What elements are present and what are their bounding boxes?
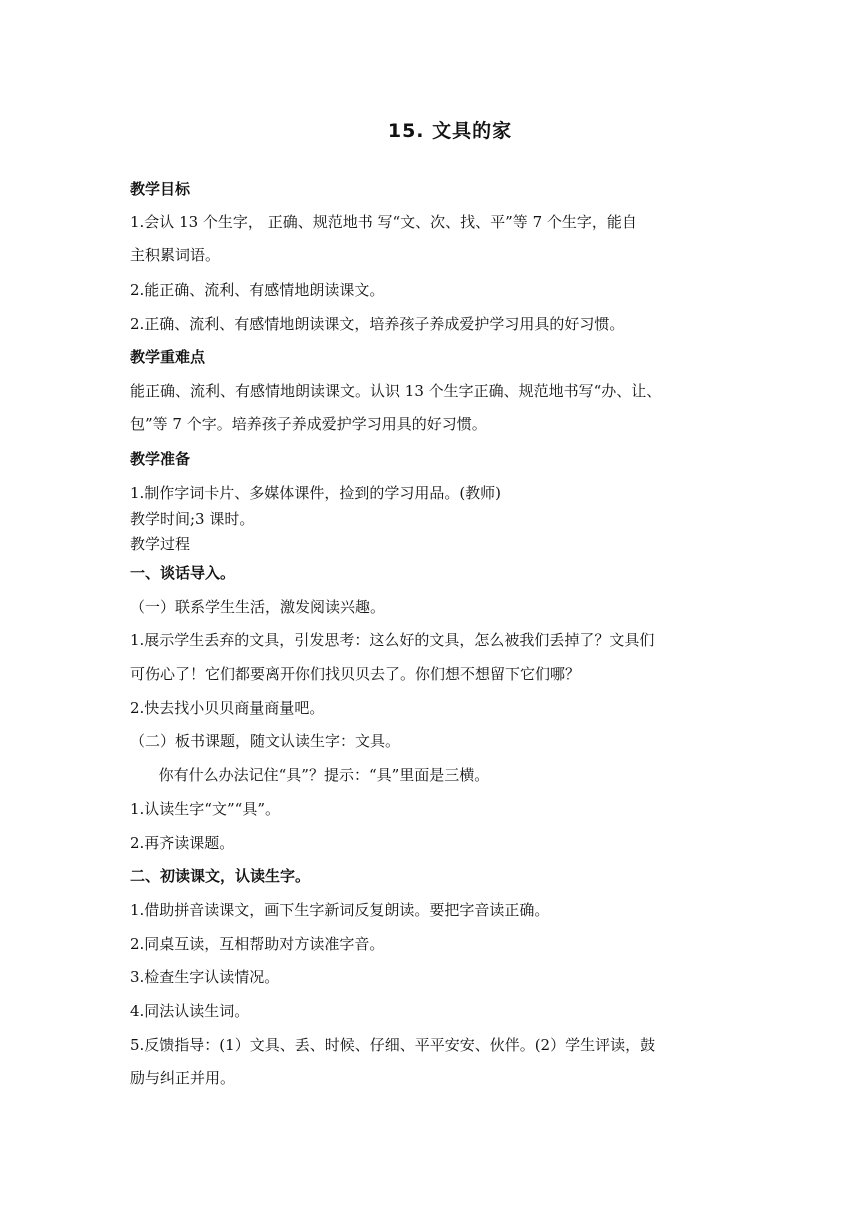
paragraph-line: 可伤心了！它们都要离开你们找贝贝去了。你们想不想留下它们哪？	[130, 665, 581, 683]
paragraph-line: 1.认读生字“文”“具”。	[130, 800, 280, 818]
section-heading-process: 教学过程	[130, 535, 191, 553]
paragraph-line: 教学时间;3 课时。	[130, 510, 255, 528]
paragraph-line: 你有什么办法记住“具”？提示：“具”里面是三横。	[130, 766, 490, 784]
paragraph-line: 1.借助拼音读课文，画下生字新词反复朗读。要把字音读正确。	[130, 901, 550, 919]
section-heading-first-reading: 二、初读课文，认读生字。	[130, 867, 311, 885]
paragraph-line: 主积累词语。	[130, 246, 221, 264]
paragraph-line: 2.正确、流利、有感情地朗读课文，培养孩子养成爱护学习用具的好习惯。	[130, 315, 625, 333]
paragraph-line: 2.能正确、流利、有感情地朗读课文。	[130, 281, 385, 299]
paragraph-line: 2.再齐读课题。	[130, 834, 235, 852]
paragraph-line: 1.展示学生丢弃的文具，引发思考：这么好的文具，怎么被我们丢掉了？文具们	[130, 631, 655, 649]
paragraph-line: 1.制作字词卡片、多媒体课件，捡到的学习用品。(教师)	[130, 484, 502, 502]
paragraph-line: 3.检查生字认读情况。	[130, 968, 280, 986]
paragraph-line: 1.会认 13 个生字， 正确、规范地书 写“文、次、找、平”等 7 个生字，能自	[130, 213, 637, 231]
document-title: 15. 文具的家	[387, 120, 513, 142]
paragraph-line: 5.反馈指导：(1）文具、丢、时候、仔细、平平安安、伙伴。(2）学生评读，鼓	[130, 1036, 656, 1054]
paragraph-line: 能正确、流利、有感情地朗读课文。认识 13 个生字正确、规范地书写“办、让、	[130, 382, 662, 400]
section-heading-intro: 一、谈话导入。	[130, 564, 236, 582]
section-heading-key-points: 教学重难点	[130, 348, 206, 366]
section-heading-objectives: 教学目标	[130, 180, 191, 198]
paragraph-line: （二）板书课题，随文认读生字：文具。	[130, 732, 401, 750]
paragraph-line: 包”等 7 个字。培养孩子养成爱护学习用具的好习惯。	[130, 415, 487, 433]
paragraph-line: 2.快去找小贝贝商量商量吧。	[130, 699, 325, 717]
paragraph-line: 2.同桌互读，互相帮助对方读准字音。	[130, 935, 385, 953]
paragraph-line: （一）联系学生生活，激发阅读兴趣。	[130, 598, 386, 616]
section-heading-preparation: 教学准备	[130, 450, 191, 468]
paragraph-line: 励与纠正并用。	[130, 1069, 236, 1087]
paragraph-line: 4.同法认读生词。	[130, 1002, 250, 1020]
